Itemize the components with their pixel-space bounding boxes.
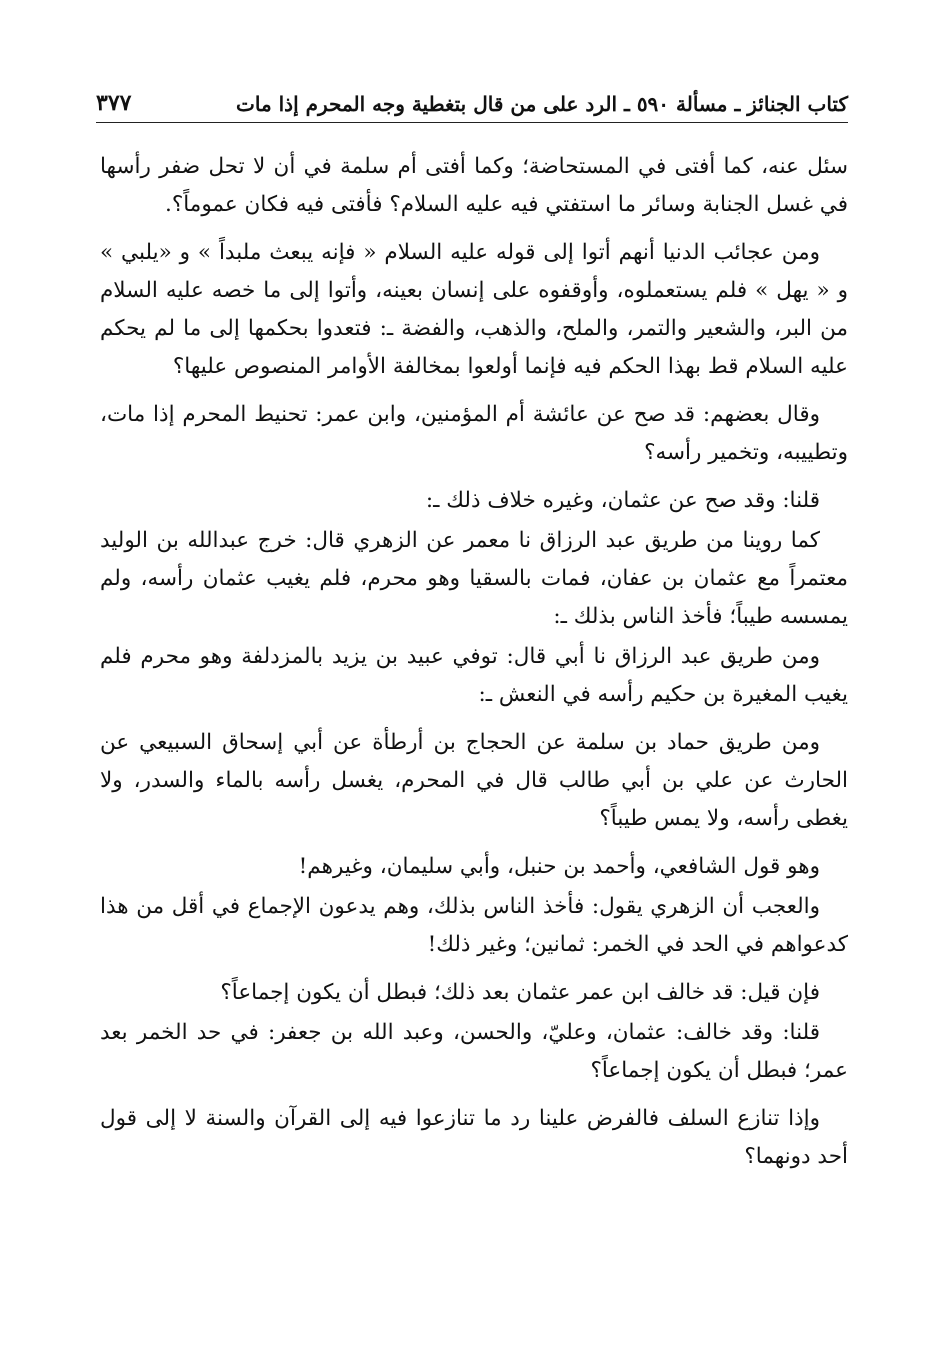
paragraph: سئل عنه، كما أفتى في المستحاضة؛ وكما أفتى أم سلمة في أن لا تحل ضفر رأسها في غسل الجنابة وسائر ما استفتي فيه عليه السلام؟ فأفتى فيه فكان عموماً؟. xyxy=(100,154,848,217)
paragraph: وهو قول الشافعي، وأحمد بن حنبل، وأبي سليمان، وغيرهم! xyxy=(298,854,820,879)
paragraph: وقال بعضهم: قد صح عن عائشة أم المؤمنين، وابن عمر: تحنيط المحرم إذا مات، وتطييبه، وتخمير رأسه؟ xyxy=(100,402,848,465)
paragraph: ومن طريق عبد الرزاق نا أبي قال: توفي عبيد بن يزيد بالمزدلفة وهو محرم فلم يغيب المغيرة بن حكيم رأسه في النعش ـ: xyxy=(100,644,848,707)
paragraph: قلنا: وقد صح عن عثمان، وغيره خلاف ذلك ـ: xyxy=(425,488,820,513)
body-text xyxy=(100,148,848,1186)
paragraph: كما روينا من طريق عبد الرزاق نا معمر عن الزهري قال: خرج عبدالله بن الوليد معتمراً مع عثمان بن عفان، فمات بالسقيا وهو محرم، فلم يغيب عثمان رأسه، ولم يمسسه طيباً؛ فأخذ الناس بذلك ـ: xyxy=(100,528,848,629)
running-title: كتاب الجنائز ـ مسألة ٥٩٠ ـ الرد على من قال بتغطية وجه المحرم إذا مات xyxy=(236,92,848,116)
paragraph: فإن قيل: قد خالف ابن عمر عثمان بعد ذلك؛ فبطل أن يكون إجماعاً؟ xyxy=(220,980,820,1005)
paragraph: وإذا تنازع السلف فالفرض علينا رد ما تنازعوا فيه إلى القرآن والسنة لا إلى قول أحد دونهما؟ xyxy=(100,1106,848,1169)
page-number: ٣٧٧ xyxy=(96,90,132,116)
header-rule xyxy=(96,122,848,123)
paragraph: قلنا: وقد خالف: عثمان، وعليّ، والحسن، وعبد الله بن جعفر: في حد الخمر بعد عمر؛ فبطل أن يكون إجماعاً؟ xyxy=(100,1020,848,1083)
paragraph: ومن طريق حماد بن سلمة عن الحجاج بن أرطأة عن أبي إسحاق السبيعي عن الحارث عن علي بن أبي طالب قال في المحرم، يغسل رأسه بالماء والسدر، ولا يغطى رأسه، ولا يمس طيباً؟ xyxy=(100,730,848,831)
paragraph: ومن عجائب الدنيا أنهم أتوا إلى قوله عليه السلام « فإنه يبعث ملبداً » و «يلبي » و « يهل » فلم يستعملوه، وأوقفوه على إنسان بعينه، وأتوا إلى ما خصه عليه السلام من البر، والشعير والتمر، والملح، والذهب، والفضة ـ: فتعدوا بحكمها إلى ما لم يحكم عليه السلام قط بهذا الحكم فيه فإنما أولعوا بمخالفة الأوامر المنصوص عليها؟ xyxy=(100,240,848,379)
running-header xyxy=(96,72,848,116)
paragraph: والعجب أن الزهري يقول: فأخذ الناس بذلك، وهم يدعون الإجماع في أقل من هذا كدعواهم في الحد في الخمر: ثمانين؛ وغير ذلك! xyxy=(100,894,848,957)
